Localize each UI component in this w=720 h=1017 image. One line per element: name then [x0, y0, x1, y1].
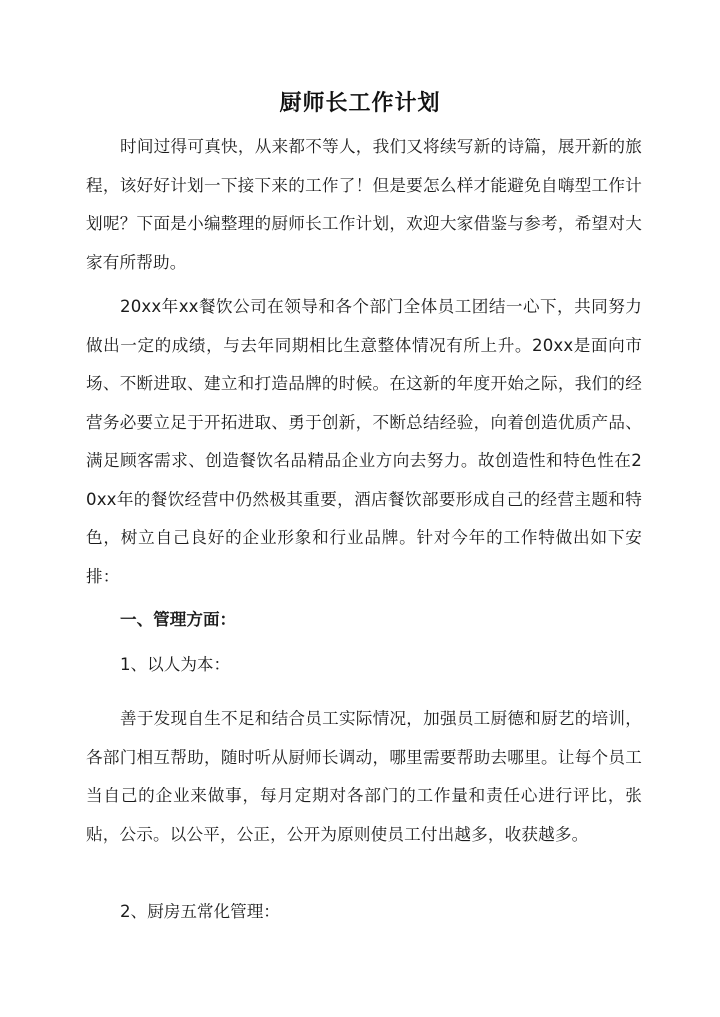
people-oriented-paragraph: 善于发现自生不足和结合员工实际情况，加强员工厨德和厨艺的培训，各部门相互帮助，随时听从厨师长调动，哪里需要帮助去哪里。让每个员工当自己的企业来做事，每月定期对各部门的工作量和责任心进行评比，张贴，公示。以公平，公正，公开为原则使员工付出越多，收获越多。 — [86, 709, 642, 844]
document-title: 厨师长工作计划 — [279, 91, 441, 116]
overview-paragraph: 20xx年xx餐饮公司在领导和各个部门全体员工团结一心下，共同努力做出一定的成绩，与去年同期相比生意整体情况有所上升。20xx是面向市场、不断进取、建立和打造品牌的时候。在这新的年度开始之际，我们的经营务必要立足于开拓进取、勇于创新，不断总结经验，向着创造优质产品、满足顾客需求、创造餐饮名品精品企业方向去努力。故创造性和特色性在20xx年的餐饮经营中仍然极其重要，酒店餐饮部要形成自己的经营主题和特色，树立自己良好的企业形象和行业品牌。针对今年的工作特做出如下安排： — [86, 297, 642, 586]
subheading-people-oriented: 1、以人为本： — [120, 655, 231, 674]
intro-paragraph: 时间过得可真快，从来都不等人，我们又将续写新的诗篇，展开新的旅程，该好好计划一下接下来的工作了！但是要怎么样才能避免自嗨型工作计划呢？下面是小编整理的厨师长工作计划，欢迎大家借鉴与参考，希望对大家有所帮助。 — [86, 137, 642, 272]
subheading-kitchen-management: 2、厨房五常化管理： — [120, 902, 280, 921]
section-heading-management: 一、管理方面： — [120, 610, 237, 629]
